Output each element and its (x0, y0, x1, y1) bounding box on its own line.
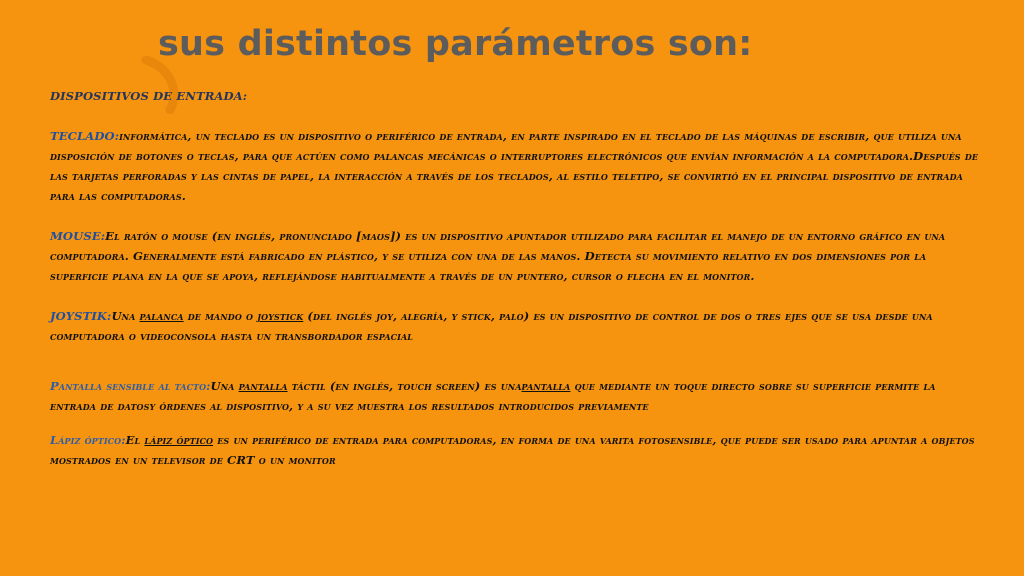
section-joystik (50, 306, 980, 346)
slide-title: sus distintos parámetros son: (158, 24, 753, 64)
text-pantalla-b: táctil (en inglés, touch screen) es una (287, 379, 522, 393)
link-pantalla-2: pantalla (521, 379, 571, 393)
term-joystik: JOYSTIK: (50, 309, 112, 323)
term-mouse: MOUSE: (50, 229, 106, 243)
term-teclado: TECLADO: (50, 129, 120, 143)
text-lapiz-b: es un periférico de entrada para computadoras, en forma de una varita fotosensible, que puede ser usado para apuntar a objetos mostrados en un televisor de CRT o un monitor (50, 433, 975, 467)
text-pantalla-a: Una (210, 379, 239, 393)
link-pantalla-1: pantalla (238, 379, 288, 393)
text-mouse: El ratón o mouse (en inglés, pronunciado [maʊs]) es un dispositivo apuntador utilizado para facilitar el manejo de un entorno gráfico en una computadora. Generalmente está fabricado en plástico, y se utiliza con una de las manos. Detecta su movimiento relativo en dos dimensiones por la superficie plana en la que se apoya, reflejándose habitualmente a través de un puntero, cursor o flecha en el monitor. (50, 229, 946, 283)
text-joystik-a: Una (111, 309, 140, 323)
term-lapiz: Lápiz óptico: (50, 433, 126, 447)
text-teclado: informática, un teclado es un dispositivo o periférico de entrada, en parte inspirado en el teclado de las máquinas de escribir, que utiliza una disposición de botones o teclas, para que actúen como palancas mecánicas o interruptores electrónicos que envían información a la computadora.Después de las tarjetas perforadas y las cintas de papel, la interacción a través de los teclados, al estilo teletipo, se convirtió en el principal dispositivo de entrada para las computadoras. (50, 129, 979, 203)
section-lapiz (50, 430, 980, 470)
link-lapiz-optico: lápiz óptico (144, 433, 214, 447)
link-palanca: palanca (139, 309, 184, 323)
text-joystik-b: de mando o (183, 309, 258, 323)
section-teclado (50, 126, 980, 206)
link-joystick: joystick (257, 309, 304, 323)
section-pantalla (50, 376, 980, 416)
term-pantalla: Pantalla sensible al tacto: (50, 379, 211, 393)
slide-body (50, 86, 980, 490)
subheading: DISPOSITIVOS DE ENTRADA: (50, 89, 248, 103)
text-joystik-c: (del inglés joy, alegría, y stick, palo) es un dispositivo de control de dos o tres ejes que se usa desde una computadora o videoconsola hasta un transbordador espacial (50, 309, 933, 343)
section-mouse (50, 226, 980, 286)
text-pantalla-c: que mediante un toque directo sobre su superficie permite la entrada de datosy órdenes al dispositivo, y a su vez muestra los resultados introducidos previamente (50, 379, 936, 413)
text-lapiz-a: El (125, 433, 145, 447)
